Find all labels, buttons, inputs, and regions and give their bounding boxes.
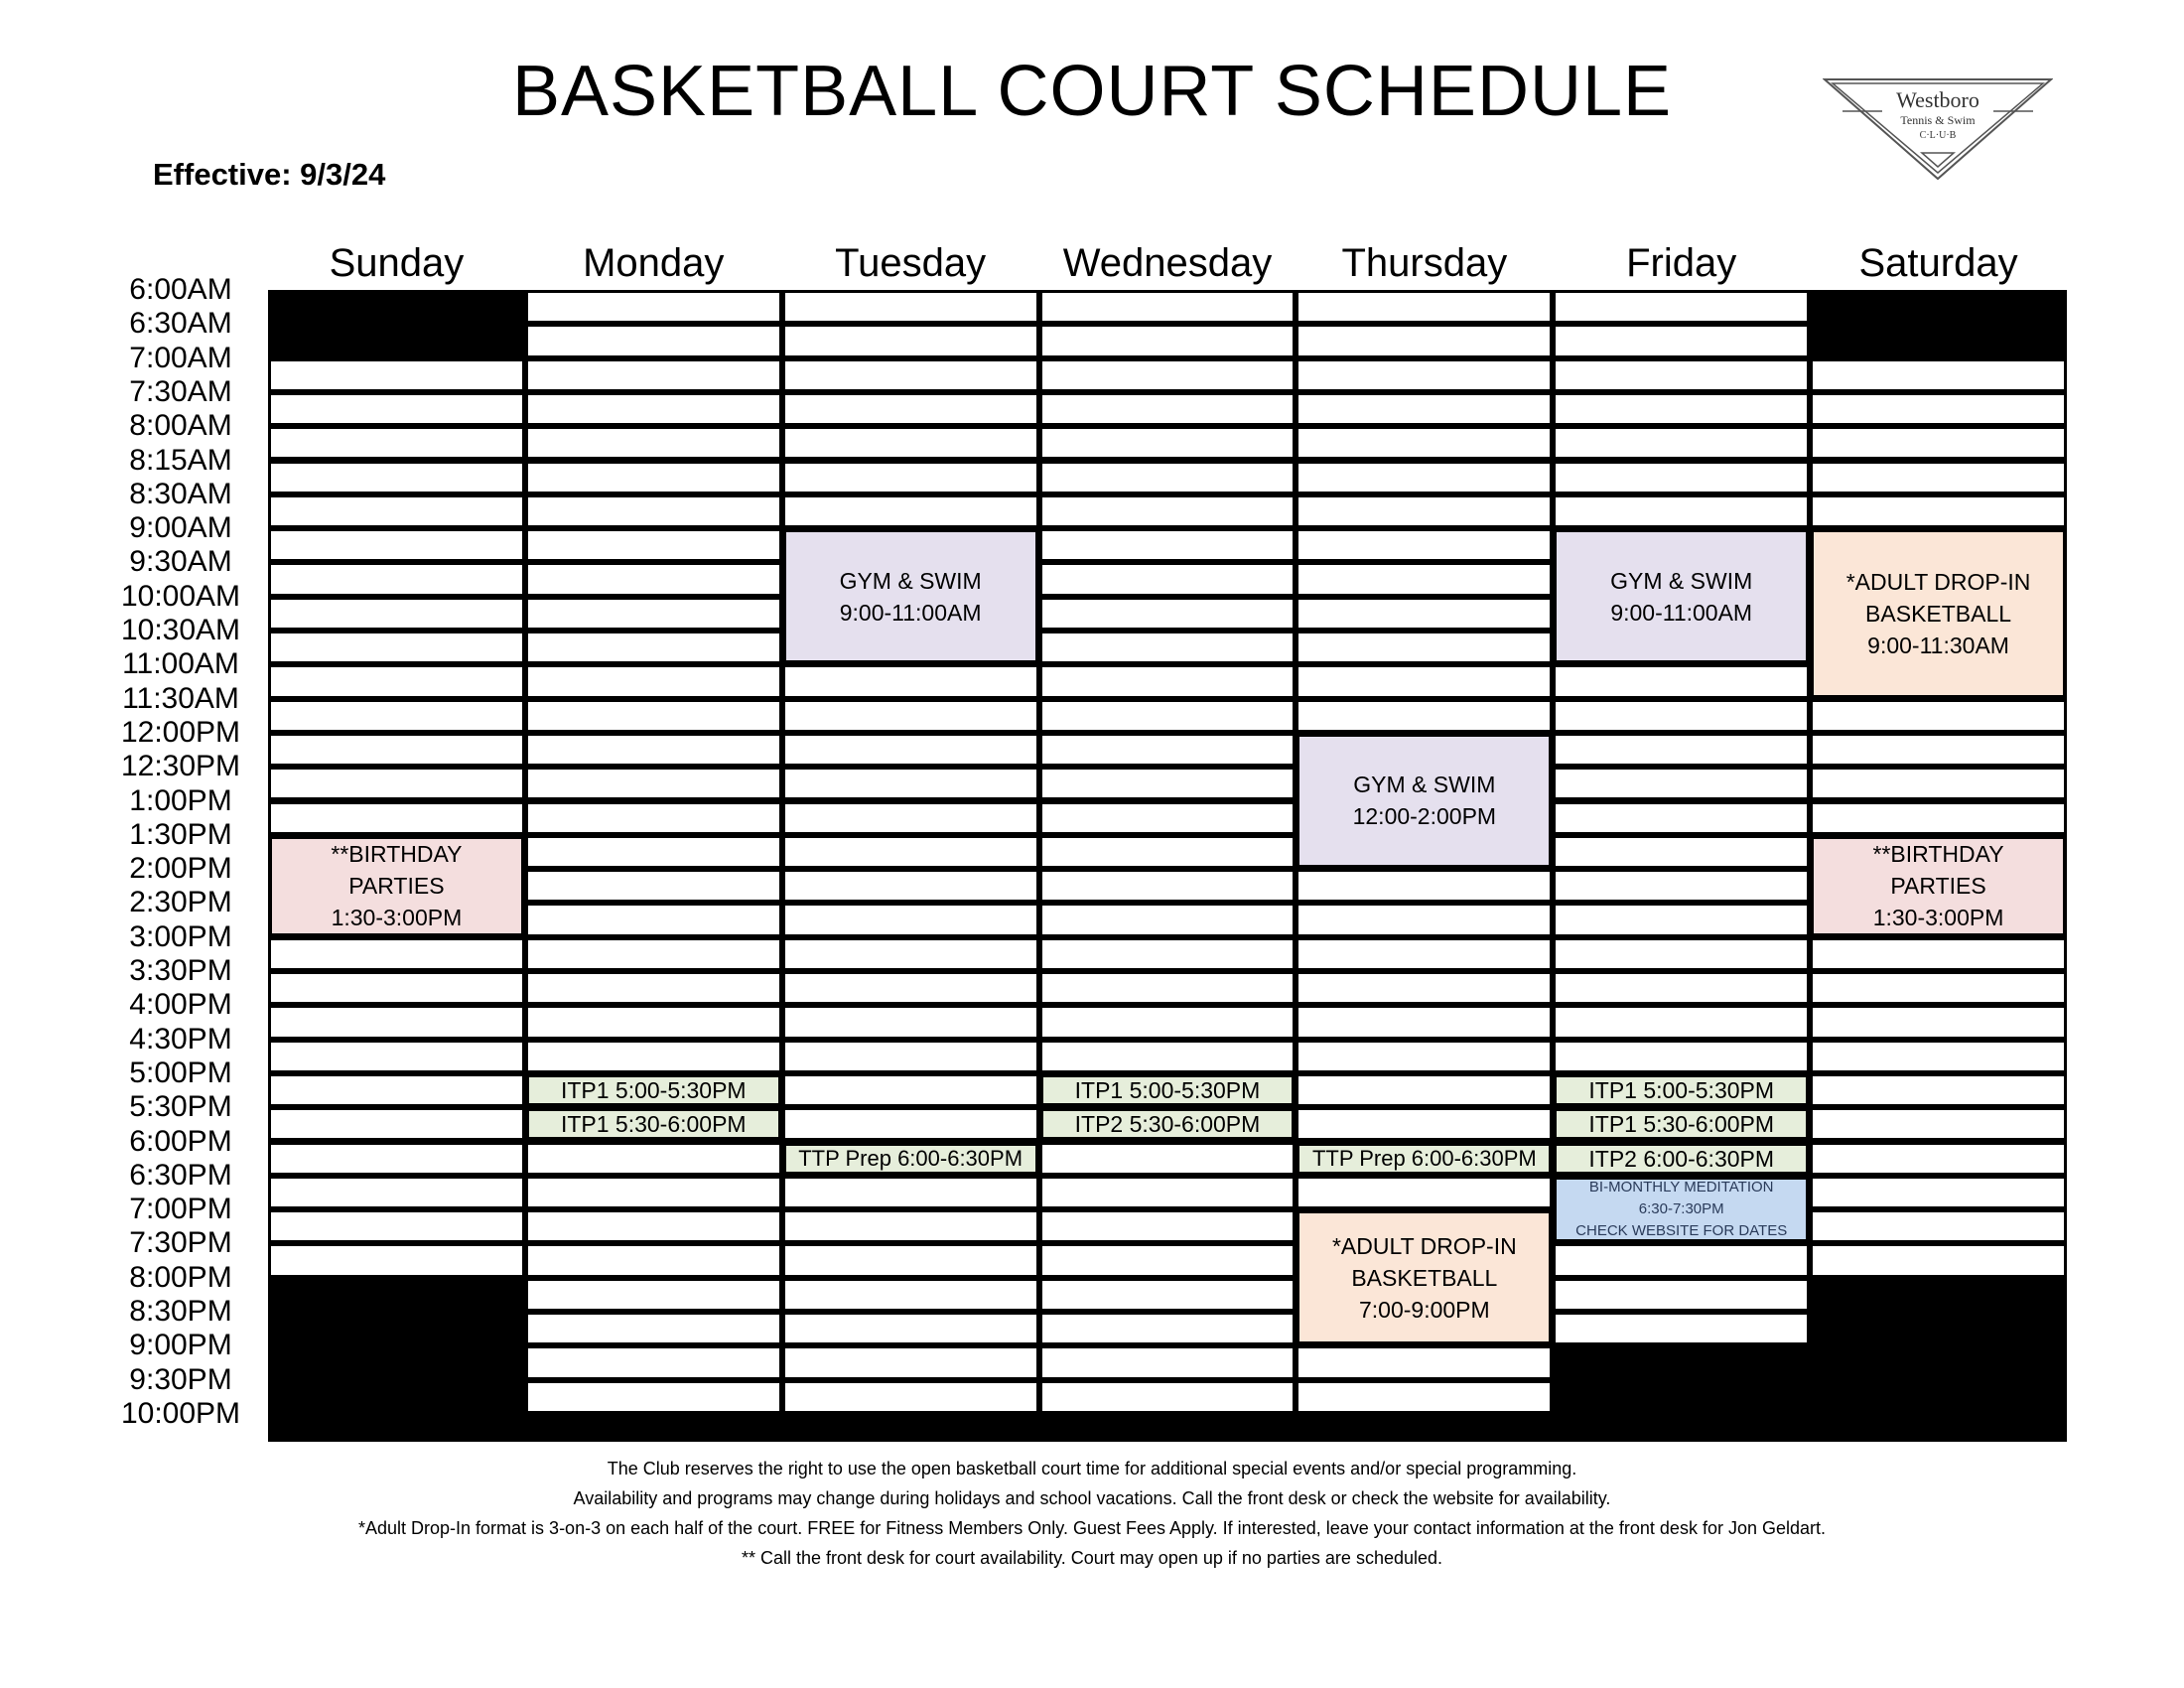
open-slot [271, 497, 522, 525]
open-slot [1042, 600, 1294, 628]
open-slot [271, 600, 522, 628]
open-slot [1042, 1348, 1294, 1376]
open-slot [1556, 974, 1807, 1002]
open-slot [785, 1043, 1036, 1070]
time-label: 6:30PM [129, 1158, 232, 1192]
time-label: 4:00PM [129, 988, 232, 1022]
open-slot [528, 361, 779, 389]
event-text-line: 9:00-11:00AM [839, 599, 982, 626]
event-text-line: *ADULT DROP-IN [1331, 1232, 1517, 1259]
open-slot [271, 940, 522, 968]
day-header-monday: Monday [583, 241, 725, 285]
open-slot [785, 327, 1036, 354]
open-slot [1042, 1246, 1294, 1274]
open-slot [785, 702, 1036, 730]
time-label: 1:30PM [129, 817, 232, 851]
open-slot [271, 633, 522, 661]
open-slot [1813, 1246, 2064, 1274]
open-slot [1298, 1110, 1550, 1138]
open-slot [1298, 702, 1550, 730]
open-slot [528, 1179, 779, 1206]
open-slot [1298, 600, 1550, 628]
event-text-line: ITP2 5:30-6:00PM [1074, 1111, 1261, 1138]
open-slot [1298, 1348, 1550, 1376]
schedule-event [1041, 1075, 1295, 1105]
open-slot [785, 1179, 1036, 1206]
open-slot [785, 395, 1036, 423]
open-slot [528, 804, 779, 832]
open-slot [1298, 531, 1550, 559]
open-slot [1813, 1179, 2064, 1206]
open-slot [785, 906, 1036, 933]
open-slot [1042, 327, 1294, 354]
open-slot [1813, 1008, 2064, 1036]
open-slot [785, 770, 1036, 797]
time-label: 6:30AM [129, 307, 232, 341]
open-slot [271, 1076, 522, 1104]
event-text-line: 9:00-11:30AM [1867, 632, 2009, 658]
open-slot [271, 395, 522, 423]
event-text-line: CHECK WEBSITE FOR DATES [1575, 1222, 1788, 1240]
time-label: 10:30AM [120, 614, 241, 646]
open-slot [1813, 736, 2064, 764]
time-label: 5:00PM [129, 1055, 232, 1089]
open-slot [1042, 464, 1294, 492]
open-slot [1556, 395, 1807, 423]
open-slot [528, 974, 779, 1002]
event-text-line: **BIRTHDAY [1872, 841, 2004, 868]
open-slot [1042, 702, 1294, 730]
open-slot [785, 804, 1036, 832]
schedule-event [1812, 530, 2065, 697]
day-header-friday: Friday [1626, 241, 1737, 285]
open-slot [271, 1008, 522, 1036]
open-slot [1813, 395, 2064, 423]
open-slot [528, 1348, 779, 1376]
time-label: 3:00PM [129, 919, 232, 953]
footer-note-1: The Club reserves the right to use the open basketball court time for additional special events and/or special programming. [607, 1459, 1577, 1478]
footer-note-2: Availability and programs may change during holidays and school vacations. Call the front desk or check the website for availability. [573, 1488, 1611, 1508]
open-slot [785, 1246, 1036, 1274]
open-slot [528, 872, 779, 900]
schedule-event [1812, 837, 2065, 935]
open-slot [528, 770, 779, 797]
open-slot [1813, 804, 2064, 832]
open-slot [785, 1076, 1036, 1104]
open-slot [1813, 497, 2064, 525]
time-label: 10:00AM [120, 579, 241, 613]
open-slot [1042, 429, 1294, 457]
day-header-wednesday: Wednesday [1062, 241, 1273, 285]
open-slot [1298, 667, 1550, 695]
time-label: 2:30PM [129, 886, 232, 919]
open-slot [1042, 736, 1294, 764]
open-slot [1556, 736, 1807, 764]
open-slot [528, 1212, 779, 1240]
open-slot [271, 1145, 522, 1173]
time-label: 10:00PM [120, 1396, 241, 1430]
effective-date: Effective: 9/3/24 [153, 157, 386, 192]
time-label: 1:00PM [129, 783, 232, 817]
open-slot [785, 1348, 1036, 1376]
open-slot [528, 565, 779, 593]
open-slot [1813, 361, 2064, 389]
open-slot [1298, 633, 1550, 661]
event-text-line: BASKETBALL [1865, 600, 2012, 627]
time-label: 7:30PM [129, 1226, 232, 1260]
open-slot [271, 804, 522, 832]
open-slot [1042, 974, 1294, 1002]
schedule-event [1555, 1144, 1808, 1174]
time-label: 2:00PM [129, 852, 232, 886]
open-slot [528, 633, 779, 661]
logo-name: Westboro [1896, 87, 1979, 112]
open-slot [1298, 464, 1550, 492]
open-slot [1298, 872, 1550, 900]
open-slot [271, 1246, 522, 1274]
open-slot [271, 770, 522, 797]
open-slot [528, 531, 779, 559]
page-title: BASKETBALL COURT SCHEDULE [511, 52, 1673, 131]
open-slot [528, 1281, 779, 1309]
open-slot [785, 429, 1036, 457]
open-slot [1042, 497, 1294, 525]
schedule-event [1555, 1075, 1808, 1105]
open-slot [1813, 1076, 2064, 1104]
event-text-line: BI-MONTHLY MEDITATION [1588, 1179, 1774, 1196]
event-text-line: GYM & SWIM [1353, 772, 1496, 798]
open-slot [1813, 1145, 2064, 1173]
open-slot [1298, 974, 1550, 1002]
open-slot [1298, 1008, 1550, 1036]
event-text-line: PARTIES [348, 873, 445, 900]
open-slot [528, 1145, 779, 1173]
schedule-event [1555, 1109, 1808, 1139]
open-slot [785, 974, 1036, 1002]
open-slot [1813, 1043, 2064, 1070]
day-header-sunday: Sunday [329, 241, 465, 285]
open-slot [271, 702, 522, 730]
open-slot [1556, 804, 1807, 832]
open-slot [785, 667, 1036, 695]
open-slot [1042, 531, 1294, 559]
event-text-line: GYM & SWIM [839, 567, 982, 594]
open-slot [1042, 1008, 1294, 1036]
open-slot [785, 1315, 1036, 1342]
open-slot [1042, 1145, 1294, 1173]
schedule-event [1555, 1178, 1808, 1242]
open-slot [785, 1008, 1036, 1036]
open-slot [1298, 906, 1550, 933]
open-slot [528, 395, 779, 423]
open-slot [1556, 293, 1807, 321]
open-slot [1813, 974, 2064, 1002]
open-slot [528, 1043, 779, 1070]
open-slot [1298, 940, 1550, 968]
time-label: 8:15AM [129, 443, 232, 477]
open-slot [1813, 1212, 2064, 1240]
open-slot [1556, 940, 1807, 968]
time-label: 7:00AM [129, 341, 232, 374]
time-label: 8:30AM [129, 477, 232, 510]
open-slot [271, 429, 522, 457]
open-slot [528, 1008, 779, 1036]
open-slot [785, 293, 1036, 321]
time-label: 8:30PM [129, 1295, 232, 1328]
time-label: 11:00AM [122, 647, 239, 681]
open-slot [1556, 667, 1807, 695]
day-header-thursday: Thursday [1341, 241, 1508, 285]
club-logo [1823, 77, 2053, 181]
open-slot [1298, 293, 1550, 321]
event-text-line: 6:30-7:30PM [1638, 1200, 1724, 1218]
open-slot [785, 736, 1036, 764]
event-text-line: *ADULT DROP-IN [1845, 568, 2031, 595]
time-label: 7:30AM [129, 374, 232, 408]
event-text-line: TTP Prep 6:00-6:30PM [1311, 1145, 1537, 1171]
open-slot [528, 736, 779, 764]
open-slot [271, 1212, 522, 1240]
open-slot [785, 464, 1036, 492]
open-slot [785, 940, 1036, 968]
open-slot [271, 1179, 522, 1206]
open-slot [1298, 497, 1550, 525]
open-slot [785, 497, 1036, 525]
open-slot [1556, 872, 1807, 900]
time-label: 12:30PM [120, 750, 241, 783]
open-slot [1042, 565, 1294, 593]
event-text-line: 9:00-11:00AM [1610, 599, 1753, 626]
open-slot [1556, 702, 1807, 730]
logo-club: C·L·U·B [1919, 130, 1957, 141]
time-label: 12:00PM [120, 715, 241, 749]
open-slot [785, 838, 1036, 866]
open-slot [528, 600, 779, 628]
open-slot [1298, 361, 1550, 389]
open-slot [1813, 464, 2064, 492]
schedule-grid [268, 290, 2067, 1442]
open-slot [271, 361, 522, 389]
open-slot [1042, 906, 1294, 933]
time-label: 6:00PM [129, 1124, 232, 1158]
schedule-event [1297, 735, 1551, 867]
open-slot [1813, 1110, 2064, 1138]
open-slot [528, 429, 779, 457]
time-label: 11:30AM [122, 681, 239, 715]
open-slot [1813, 429, 2064, 457]
open-slot [1298, 327, 1550, 354]
open-slot [1042, 395, 1294, 423]
schedule-event [1555, 530, 1808, 662]
event-text-line: GYM & SWIM [1610, 567, 1753, 594]
schedule-event [1041, 1109, 1295, 1139]
open-slot [1042, 1383, 1294, 1411]
event-text-line: 1:30-3:00PM [331, 905, 463, 931]
open-slot [785, 1281, 1036, 1309]
open-slot [1556, 838, 1807, 866]
open-slot [1298, 395, 1550, 423]
open-slot [528, 940, 779, 968]
open-slot [528, 1383, 779, 1411]
open-slot [785, 1110, 1036, 1138]
open-slot [1556, 1315, 1807, 1342]
event-text-line: ITP1 5:30-6:00PM [1588, 1111, 1775, 1138]
open-slot [1556, 1246, 1807, 1274]
open-slot [785, 872, 1036, 900]
open-slot [1556, 361, 1807, 389]
open-slot [1556, 497, 1807, 525]
schedule-event [1297, 1211, 1551, 1343]
event-text-line: **BIRTHDAY [331, 841, 463, 868]
open-slot [1813, 770, 2064, 797]
schedule-event [784, 1144, 1037, 1174]
schedule-event [527, 1075, 780, 1105]
open-slot [528, 702, 779, 730]
event-text-line: ITP1 5:00-5:30PM [1588, 1077, 1775, 1104]
time-label: 9:00AM [129, 511, 232, 545]
schedule-event [270, 837, 523, 935]
open-slot [1042, 1281, 1294, 1309]
open-slot [1042, 633, 1294, 661]
open-slot [785, 1212, 1036, 1240]
open-slot [528, 497, 779, 525]
open-slot [1042, 361, 1294, 389]
event-text-line: BASKETBALL [1351, 1264, 1498, 1291]
open-slot [1042, 293, 1294, 321]
open-slot [1556, 1043, 1807, 1070]
footer-note-3: *Adult Drop-In format is 3-on-3 on each half of the court. FREE for Fitness Members Only. Guest Fees Apply. If interested, leave your contact information at the front desk for Jon Geldart. [357, 1518, 1826, 1538]
event-text-line: ITP1 5:30-6:00PM [560, 1111, 747, 1138]
time-label: 8:00AM [129, 409, 232, 443]
event-text-line: TTP Prep 6:00-6:30PM [798, 1145, 1024, 1171]
event-text-line: ITP1 5:00-5:30PM [1074, 1077, 1261, 1104]
open-slot [1298, 429, 1550, 457]
open-slot [1298, 1383, 1550, 1411]
footer-note-4: ** Call the front desk for court availability. Court may open up if no parties are scheduled. [741, 1548, 1443, 1568]
time-label: 9:30PM [129, 1362, 232, 1396]
open-slot [1042, 667, 1294, 695]
open-slot [528, 327, 779, 354]
open-slot [528, 464, 779, 492]
open-slot [271, 1043, 522, 1070]
time-label: 6:00AM [129, 273, 232, 306]
open-slot [1556, 327, 1807, 354]
open-slot [1298, 565, 1550, 593]
day-header-saturday: Saturday [1858, 241, 2018, 285]
open-slot [528, 667, 779, 695]
time-label: 9:30AM [129, 545, 232, 579]
open-slot [1042, 872, 1294, 900]
event-text-line: ITP2 6:00-6:30PM [1588, 1145, 1775, 1172]
open-slot [1813, 940, 2064, 968]
open-slot [785, 361, 1036, 389]
open-slot [271, 531, 522, 559]
open-slot [528, 906, 779, 933]
time-label: 4:30PM [129, 1022, 232, 1055]
open-slot [1556, 906, 1807, 933]
event-text-line: 12:00-2:00PM [1352, 803, 1497, 830]
time-label: 7:00PM [129, 1193, 232, 1226]
open-slot [528, 838, 779, 866]
open-slot [271, 565, 522, 593]
open-slot [1556, 1281, 1807, 1309]
schedule-event [1297, 1144, 1551, 1174]
time-label: 9:00PM [129, 1329, 232, 1362]
open-slot [1042, 1043, 1294, 1070]
logo-subtitle: Tennis & Swim [1900, 113, 1976, 127]
open-slot [271, 974, 522, 1002]
time-label: 8:00PM [129, 1260, 232, 1294]
open-slot [1042, 1179, 1294, 1206]
open-slot [271, 1110, 522, 1138]
day-header-tuesday: Tuesday [835, 241, 987, 285]
open-slot [1556, 464, 1807, 492]
open-slot [785, 1383, 1036, 1411]
time-label: 5:30PM [129, 1090, 232, 1124]
open-slot [1042, 770, 1294, 797]
event-text-line: 1:30-3:00PM [1872, 905, 2004, 931]
open-slot [528, 1315, 779, 1342]
open-slot [1042, 838, 1294, 866]
open-slot [1556, 429, 1807, 457]
event-text-line: PARTIES [1890, 873, 1986, 900]
time-label: 3:30PM [129, 954, 232, 987]
open-slot [1298, 1179, 1550, 1206]
open-slot [271, 667, 522, 695]
open-slot [1042, 1315, 1294, 1342]
event-text-line: 7:00-9:00PM [1358, 1296, 1490, 1323]
open-slot [1042, 804, 1294, 832]
open-slot [1298, 1043, 1550, 1070]
schedule-event [784, 530, 1037, 662]
open-slot [528, 1246, 779, 1274]
open-slot [1042, 1212, 1294, 1240]
open-slot [528, 293, 779, 321]
open-slot [1556, 770, 1807, 797]
open-slot [271, 736, 522, 764]
open-slot [1813, 702, 2064, 730]
schedule-event [527, 1109, 780, 1139]
open-slot [271, 464, 522, 492]
open-slot [1556, 1008, 1807, 1036]
open-slot [1298, 1076, 1550, 1104]
event-text-line: ITP1 5:00-5:30PM [560, 1077, 747, 1104]
open-slot [1042, 940, 1294, 968]
